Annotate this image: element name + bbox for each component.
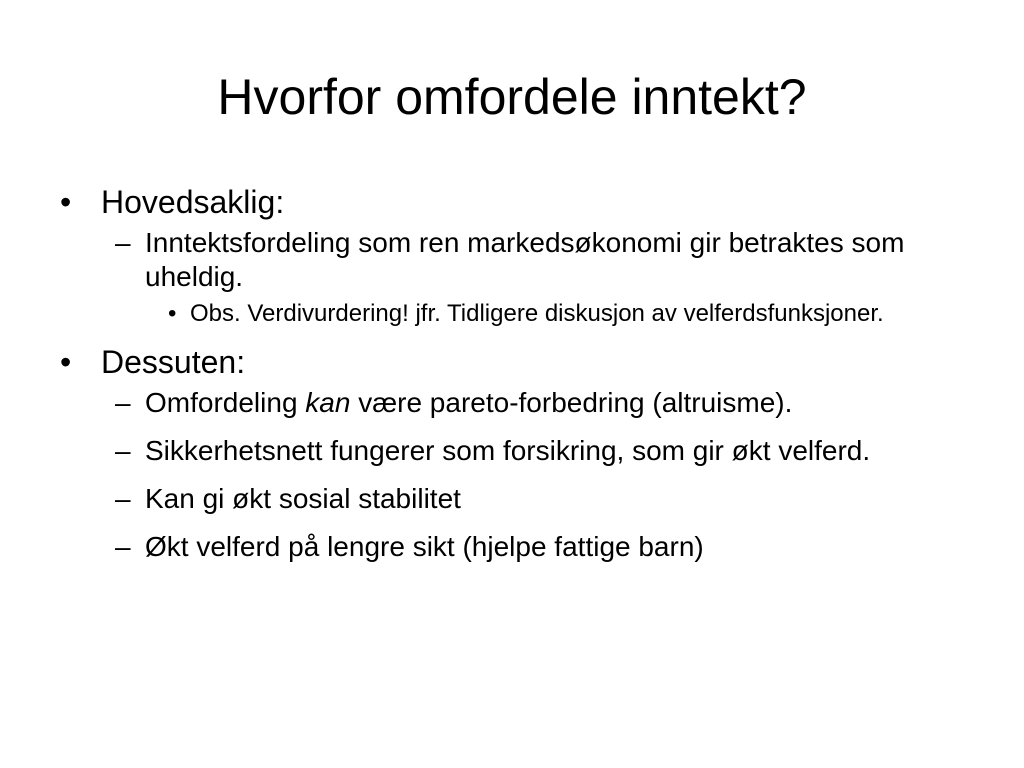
bullet-text: Hovedsaklig: <box>101 184 285 220</box>
emphasis-text: kan <box>305 387 351 418</box>
bullet-level2 <box>115 530 978 564</box>
dash-marker: – <box>115 227 131 258</box>
dash-marker: – <box>115 387 131 418</box>
bullet-level3 <box>168 300 978 328</box>
bullet-text: Sikkerhetsnett fungerer som forsikring, som gir økt velferd. <box>145 435 871 466</box>
text-segment: Omfordeling <box>145 387 306 418</box>
bullet-marker: • <box>168 300 177 327</box>
bullet-level1 <box>58 182 978 222</box>
bullet-level2 <box>115 226 978 294</box>
bullet-level2 <box>115 386 978 420</box>
dash-marker: – <box>115 531 131 562</box>
bullet-text: Økt velferd på lengre sikt (hjelpe fattige barn) <box>145 531 704 562</box>
bullet-text: Dessuten: <box>101 344 246 380</box>
bullet-level2 <box>115 434 978 468</box>
bullet-text <box>145 387 792 418</box>
bullet-text: Inntektsfordeling som ren markedsøkonomi gir betraktes som uheldig. <box>145 227 905 292</box>
slide-body <box>58 182 978 564</box>
slide-title: Hvorfor omfordele inntekt? <box>217 69 807 125</box>
text-segment: være pareto-forbedring (altruisme). <box>350 387 793 418</box>
bullet-text: Obs. Verdivurdering! jfr. Tidligere diskusjon av velferdsfunksjoner. <box>190 300 884 327</box>
bullet-marker: • <box>60 344 72 380</box>
dash-marker: – <box>115 483 131 514</box>
dash-marker: – <box>115 435 131 466</box>
bullet-marker: • <box>60 184 72 220</box>
bullet-level1 <box>58 342 978 382</box>
bullet-level2 <box>115 482 978 516</box>
bullet-text: Kan gi økt sosial stabilitet <box>145 483 461 514</box>
